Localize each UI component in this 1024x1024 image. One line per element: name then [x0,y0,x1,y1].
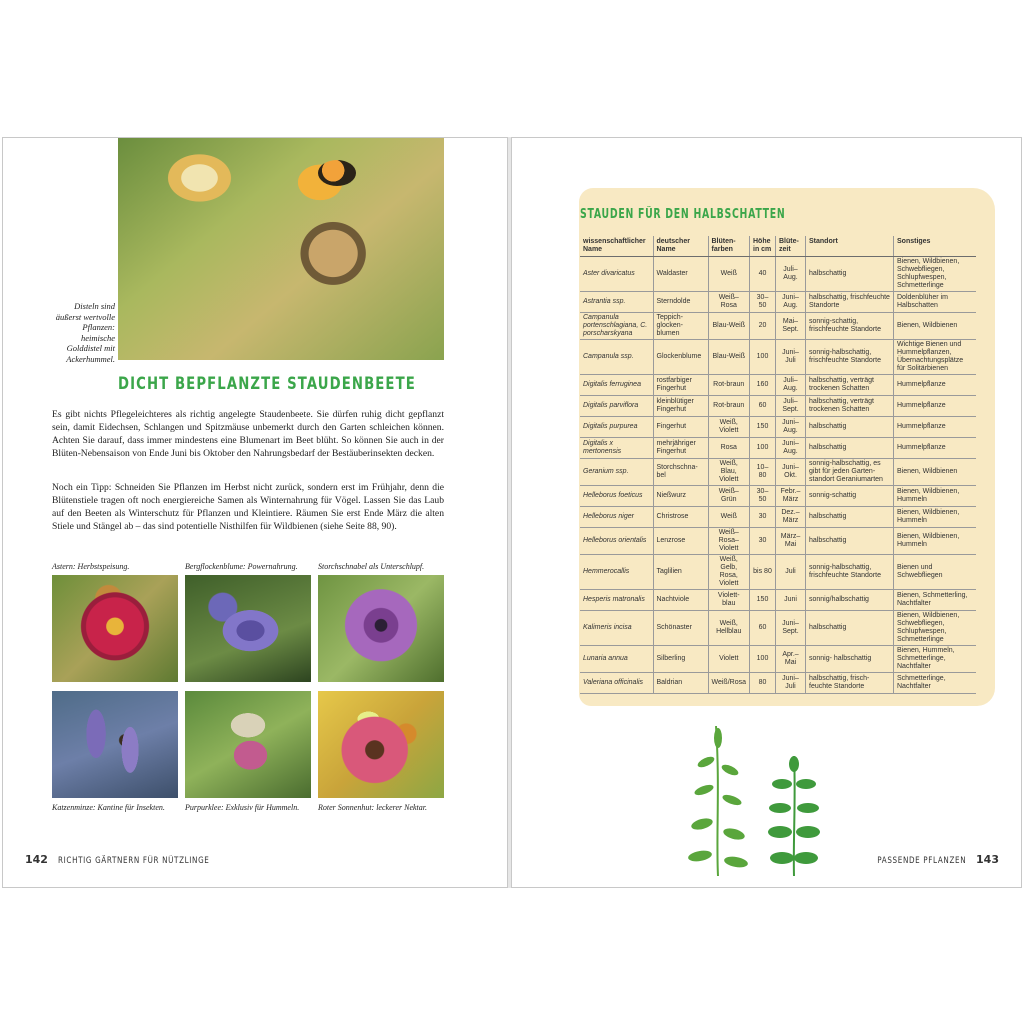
table-cell: Bienen, Wildbienen, Schwebfliegen, Schlupfwespen, Schmetterlinge [894,611,977,646]
paragraph-2: Noch ein Tipp: Schneiden Sie Pflanzen im Herbst nicht zurück, sondern erst im Frühjahr, denn die Blütenstiele tragen oft noch energiereiche Samen als Winternahrung für Vögel. Lassen Sie das Laub auf den Beeten als Winterschutz für Pflanzen und Kleintiere. Räumen Sie erst Ende März die alten Stiele und Stängel ab – das sind potentielle Nisthilfen für Wildbienen (siehe Seite 88, 90). [52,482,444,532]
table-cell: Nießwurz [653,486,708,507]
table-cell: Violett [708,646,750,673]
table-cell: Wichtige Bienen und Hummelpflanzen, Übernachtungsplätze für Solitärbienen [894,340,977,375]
table-cell: Dez.–März [776,507,806,528]
table-cell: 80 [750,673,776,694]
table-cell: Juni [776,590,806,611]
table-row [580,459,976,486]
table-cell: Bienen, Wildbienen [894,459,977,486]
photo-aster [52,575,178,682]
table-cell: Kalimeris incisa [580,611,653,646]
table-cell: Weiß [708,257,750,292]
table-cell: Violett-blau [708,590,750,611]
table-row [580,340,976,375]
herb-sprig-right-icon [760,756,830,876]
table-cell: 160 [750,375,776,396]
hero-caption: Disteln sind äußerst wertvolle Pflanzen: heimische Golddistel mit Ackerhummel. [55,301,115,364]
caption-katzenminze: Katzenminze: Kantine für Insekten. [52,803,165,812]
table-title: STAUDEN FÜR DEN HALBSCHATTEN [580,207,786,222]
table-cell: Juni–Okt. [776,459,806,486]
table-cell: Hummelpflanze [894,438,977,459]
table-cell: Mai–Sept. [776,313,806,340]
table-cell: halbschattig, verträgt trockenen Schatten [806,375,894,396]
table-cell: 100 [750,646,776,673]
table-cell: Digitalis ferruginea [580,375,653,396]
table-cell: sonnig/halbschattig [806,590,894,611]
table-cell: Campanula ssp. [580,340,653,375]
table-cell: halbschattig, frisch-feuchte Standorte [806,673,894,694]
table-row [580,611,976,646]
caption-storchschnabel: Storchschnabel als Unterschlupf. [318,562,425,571]
table-cell: Bienen, Schmetterling, Nachtfalter [894,590,977,611]
page-number-left: 142 [25,853,48,866]
table-cell: 10–80 [750,459,776,486]
table-cell: Weiß/Rosa [708,673,750,694]
table-cell: Geranium ssp. [580,459,653,486]
table-cell: halbschattig, frischfeuchte Standorte [806,292,894,313]
table-cell: Juni–Juli [776,340,806,375]
table-row [580,590,976,611]
photo-purpurklee [185,691,311,798]
page-number-right: 143 [976,853,999,866]
plant-table [580,236,976,694]
table-cell: Juli–Aug. [776,257,806,292]
table-cell: Bienen, Wildbienen [894,313,977,340]
table-cell: Storchschna-bel [653,459,708,486]
table-cell: Juni–Aug. [776,438,806,459]
table-cell: halbschattig [806,257,894,292]
table-cell: bis 80 [750,555,776,590]
table-cell: Glockenblume [653,340,708,375]
caption-sonnenhut: Roter Sonnenhut: leckerer Nektar. [318,803,428,812]
table-cell: Helleborus foeticus [580,486,653,507]
table-cell: Schmetterlinge, Nachtfalter [894,673,977,694]
table-cell: Lenzrose [653,528,708,555]
table-cell: Hesperis matronalis [580,590,653,611]
table-cell: Sterndolde [653,292,708,313]
table-cell: rostfarbiger Fingerhut [653,375,708,396]
table-cell: kleinblütiger Fingerhut [653,396,708,417]
table-cell: Astrantia ssp. [580,292,653,313]
column-header: Sonstiges [894,236,977,257]
table-row [580,438,976,459]
table-cell: Hummelpflanze [894,417,977,438]
table-cell: sonnig-halbschattig, es gibt für jeden Garten-standort Geraniumarten [806,459,894,486]
table-cell: 100 [750,340,776,375]
table-cell: sonnig- halbschattig [806,646,894,673]
table-cell: 30 [750,528,776,555]
table-cell: Juni–Juli [776,673,806,694]
column-header: Blüten-farben [708,236,750,257]
table-cell: mehrjähriger Fingerhut [653,438,708,459]
table-cell: Juli [776,555,806,590]
table-cell: Bienen, Wildbienen, Hummeln [894,486,977,507]
table-cell: Helleborus orientalis [580,528,653,555]
caption-bergflockenblume: Bergflockenblume: Powernahrung. [185,562,298,571]
table-cell: Hummelpflanze [894,396,977,417]
table-cell: Rosa [708,438,750,459]
table-cell: Helleborus niger [580,507,653,528]
table-cell: Juni–Aug. [776,292,806,313]
table-cell: 40 [750,257,776,292]
table-row [580,292,976,313]
table-cell: Bienen und Schwebfliegen [894,555,977,590]
table-cell: Doldenblüher im Halbschatten [894,292,977,313]
table-cell: Bienen, Wildbienen, Schwebfliegen, Schlupfwespen, Schmetterlinge [894,257,977,292]
column-header: wissenschaftlicher Name [580,236,653,257]
table-cell: sonnig-schattig, frischfeuchte Standorte [806,313,894,340]
table-cell: halbschattig [806,611,894,646]
caption-aster: Astern: Herbstspeisung. [52,562,130,571]
table-cell: Blau-Weiß [708,313,750,340]
table-cell: Febr.–März [776,486,806,507]
table-cell: 60 [750,611,776,646]
table-cell: Weiß–Rosa–Violett [708,528,750,555]
table-cell: sonnig-halbschattig, frischfeuchte Standorte [806,340,894,375]
column-header: deutscher Name [653,236,708,257]
table-cell: 60 [750,396,776,417]
photo-bergflockenblume [185,575,311,682]
photo-storchschnabel [318,575,444,682]
table-cell: Waldaster [653,257,708,292]
table-cell: Weiß, Blau, Violett [708,459,750,486]
table-cell: 150 [750,590,776,611]
table-row [580,417,976,438]
table-row [580,257,976,292]
table-cell: sonnig-halbschattig, frischfeuchte Standorte [806,555,894,590]
table-cell: Digitalis parviflora [580,396,653,417]
table-cell: halbschattig, verträgt trockenen Schatten [806,396,894,417]
table-cell: Rot-braun [708,375,750,396]
running-head-left: RICHTIG GÄRTNERN FÜR NÜTZLINGE [57,856,210,866]
column-header: Standort [806,236,894,257]
table-cell: halbschattig [806,528,894,555]
table-cell: Fingerhut [653,417,708,438]
table-cell: Taglilien [653,555,708,590]
table-cell: Schönaster [653,611,708,646]
table-row [580,375,976,396]
photo-sonnenhut [318,691,444,798]
table-cell: Teppich-glocken-blumen [653,313,708,340]
table-cell: Hummelpflanze [894,375,977,396]
table-cell: 100 [750,438,776,459]
table-cell: 30–50 [750,486,776,507]
table-row [580,396,976,417]
table-cell: Juli–Sept. [776,396,806,417]
photo-katzenminze [52,691,178,798]
table-cell: Baldrian [653,673,708,694]
table-cell: März–Mai [776,528,806,555]
column-header: Höhe in cm [750,236,776,257]
table-row [580,528,976,555]
table-cell: Bienen, Wildbienen, Hummeln [894,507,977,528]
table-body [580,257,976,694]
table-cell: Valeriana officinalis [580,673,653,694]
table-cell: Apr.–Mai [776,646,806,673]
left-folio [25,853,247,866]
table-cell: Juni–Aug. [776,417,806,438]
table-cell: 20 [750,313,776,340]
table-row [580,486,976,507]
table-cell: 150 [750,417,776,438]
table-cell: Christrose [653,507,708,528]
herb-sprig-left-icon [680,726,760,876]
table-cell: Hemmerocallis [580,555,653,590]
table-header-row [580,236,976,257]
column-header: Blüte-zeit [776,236,806,257]
hero-thistle-photo [118,138,444,360]
table-cell: Weiß–Grün [708,486,750,507]
table-cell: Nachtviole [653,590,708,611]
table-cell: Weiß [708,507,750,528]
table-cell: Weiß, Violett [708,417,750,438]
table-cell: halbschattig [806,438,894,459]
table-row [580,646,976,673]
table-cell: Bienen, Wildbienen, Hummeln [894,528,977,555]
table-row [580,555,976,590]
table-cell: Weiß–Rosa [708,292,750,313]
table-cell: halbschattig [806,417,894,438]
table-row [580,507,976,528]
caption-purpurklee: Purpurklee: Exklusiv für Hummeln. [185,803,300,812]
table-cell: Weiß, Gelb, Rosa, Violett [708,555,750,590]
table-cell: Digitalis purpurea [580,417,653,438]
table-row [580,673,976,694]
table-cell: 30 [750,507,776,528]
table-cell: 30–50 [750,292,776,313]
table-cell: Juni–Sept. [776,611,806,646]
paragraph-1: Es gibt nichts Pflegeleichteres als richtig angelegte Staudenbeete. Sie dürfen ruhig dicht gepflanzt sein, damit Eidechsen, Schlangen und Spitzmäuse unbemerkt durch den Garten schleichen können. Achten Sie darauf, dass immer mindestens eine Blumenart im Beet blüht. So können Sie auch in der Blüten-Nebensaison von Ende Juni bis Oktober den Nahrungsbedarf der Bestäuberinsekten decken. [52,409,444,459]
table-cell: Digitalis x mertonensis [580,438,653,459]
table-cell: Aster divaricatus [580,257,653,292]
bumblebee [318,160,356,186]
table-cell: Weiß, Hellblau [708,611,750,646]
table-cell: Blau-Weiß [708,340,750,375]
table-cell: halbschattig [806,507,894,528]
right-page [511,137,1022,888]
table-cell: Rot-braun [708,396,750,417]
table-cell: sonnig-schattig [806,486,894,507]
left-page [2,137,508,888]
table-cell: Campanula portenschlagiana, C. porscharskyana [580,313,653,340]
running-head-right: PASSENDE PFLANZEN [877,856,967,866]
table-cell: Bienen, Hummeln, Schmetterlinge, Nachtfalter [894,646,977,673]
table-row [580,313,976,340]
table-cell: Silberling [653,646,708,673]
table-cell: Lunaria annua [580,646,653,673]
section-heading: DICHT BEPFLANZTE STAUDENBEETE [118,374,416,394]
table-cell: Juli–Aug. [776,375,806,396]
right-folio [855,853,999,866]
